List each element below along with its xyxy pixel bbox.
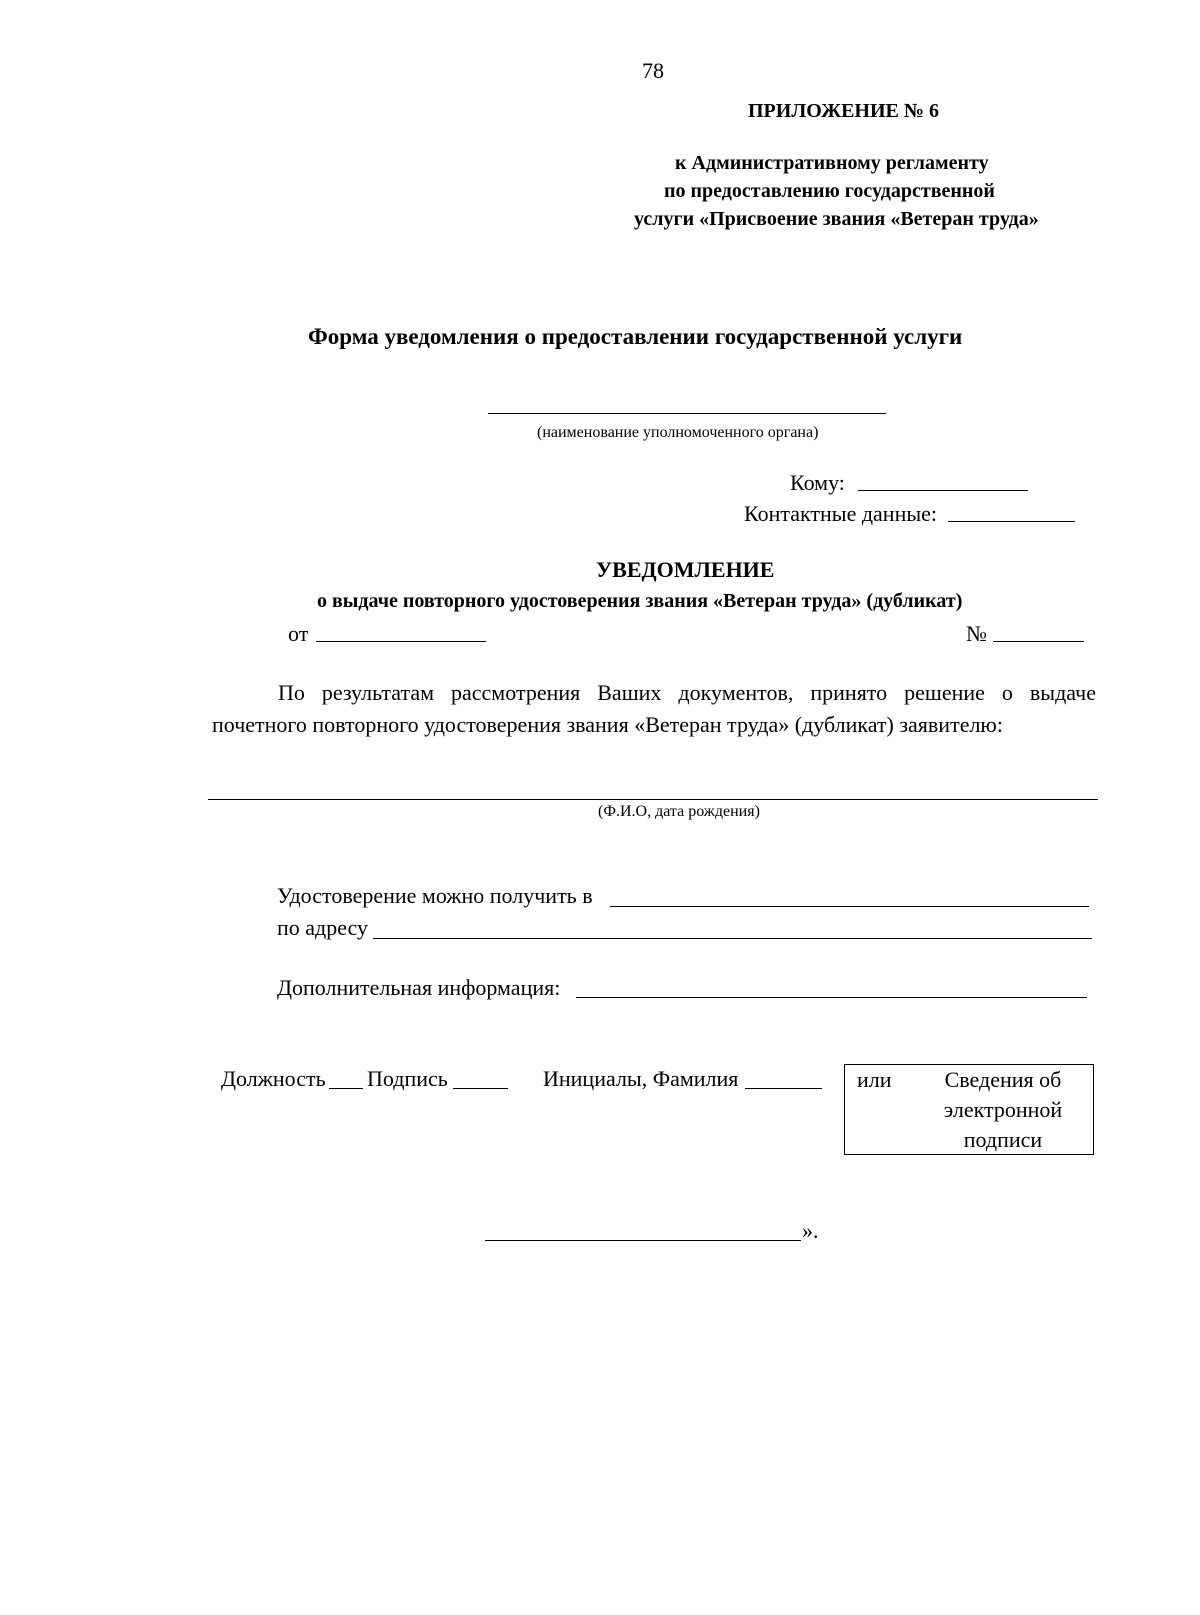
pickup-line <box>610 906 1089 907</box>
fio-caption: (Ф.И.О, дата рождения) <box>598 803 760 820</box>
fio-line <box>208 799 1098 800</box>
closing-mark: ». <box>802 1218 819 1243</box>
sign-label: Подпись <box>367 1066 448 1091</box>
number-line <box>993 641 1084 642</box>
initials-label: Инициалы, Фамилия <box>543 1066 739 1091</box>
electronic-signature-box <box>844 1064 1094 1155</box>
contacts-line <box>948 521 1075 522</box>
authority-name-line <box>488 413 886 414</box>
position-label: Должность <box>221 1066 326 1091</box>
notice-heading: УВЕДОМЛЕНИЕ <box>596 557 775 582</box>
body-line-2: почетного повторного удостоверения звания «Ветеран труда» (дубликат) заявителю: <box>212 712 1003 737</box>
page-number: 78 <box>642 58 664 83</box>
address-label: по адресу <box>277 915 369 940</box>
from-label: от <box>288 621 309 646</box>
esign-line: электронной <box>943 1097 1063 1122</box>
sign-line <box>453 1088 508 1089</box>
position-line <box>329 1088 363 1089</box>
appendix-line: по предоставлению государственной <box>664 180 995 202</box>
esign-line: Сведения об <box>944 1067 1062 1092</box>
date-line <box>316 641 486 642</box>
appendix-title: ПРИЛОЖЕНИЕ № 6 <box>748 100 939 122</box>
appendix-line: услуги «Присвоение звания «Ветеран труда» <box>634 208 1039 230</box>
notice-subheading: о выдаче повторного удостоверения звания «Ветеран труда» (дубликат) <box>317 590 963 612</box>
appendix-line: к Административному регламенту <box>675 152 989 174</box>
contacts-label: Контактные данные: <box>744 501 937 526</box>
esign-line: подписи <box>963 1127 1043 1152</box>
or-label: или <box>857 1067 892 1092</box>
body-line-1: По результатам рассмотрения Ваших документов, принято решение о выдаче <box>278 680 1096 705</box>
additional-info-line <box>576 997 1087 998</box>
number-label: № <box>966 621 987 646</box>
authority-caption: (наименование уполномоченного органа) <box>537 424 819 441</box>
form-title: Форма уведомления о предоставлении государственной услуги <box>308 324 963 349</box>
initials-line <box>745 1088 822 1089</box>
additional-info-label: Дополнительная информация: <box>277 975 561 1000</box>
recipient-label: Кому: <box>790 470 845 495</box>
address-line <box>373 938 1092 939</box>
recipient-line <box>858 490 1028 491</box>
pickup-label: Удостоверение можно получить в <box>277 883 593 908</box>
closing-line <box>485 1240 801 1241</box>
